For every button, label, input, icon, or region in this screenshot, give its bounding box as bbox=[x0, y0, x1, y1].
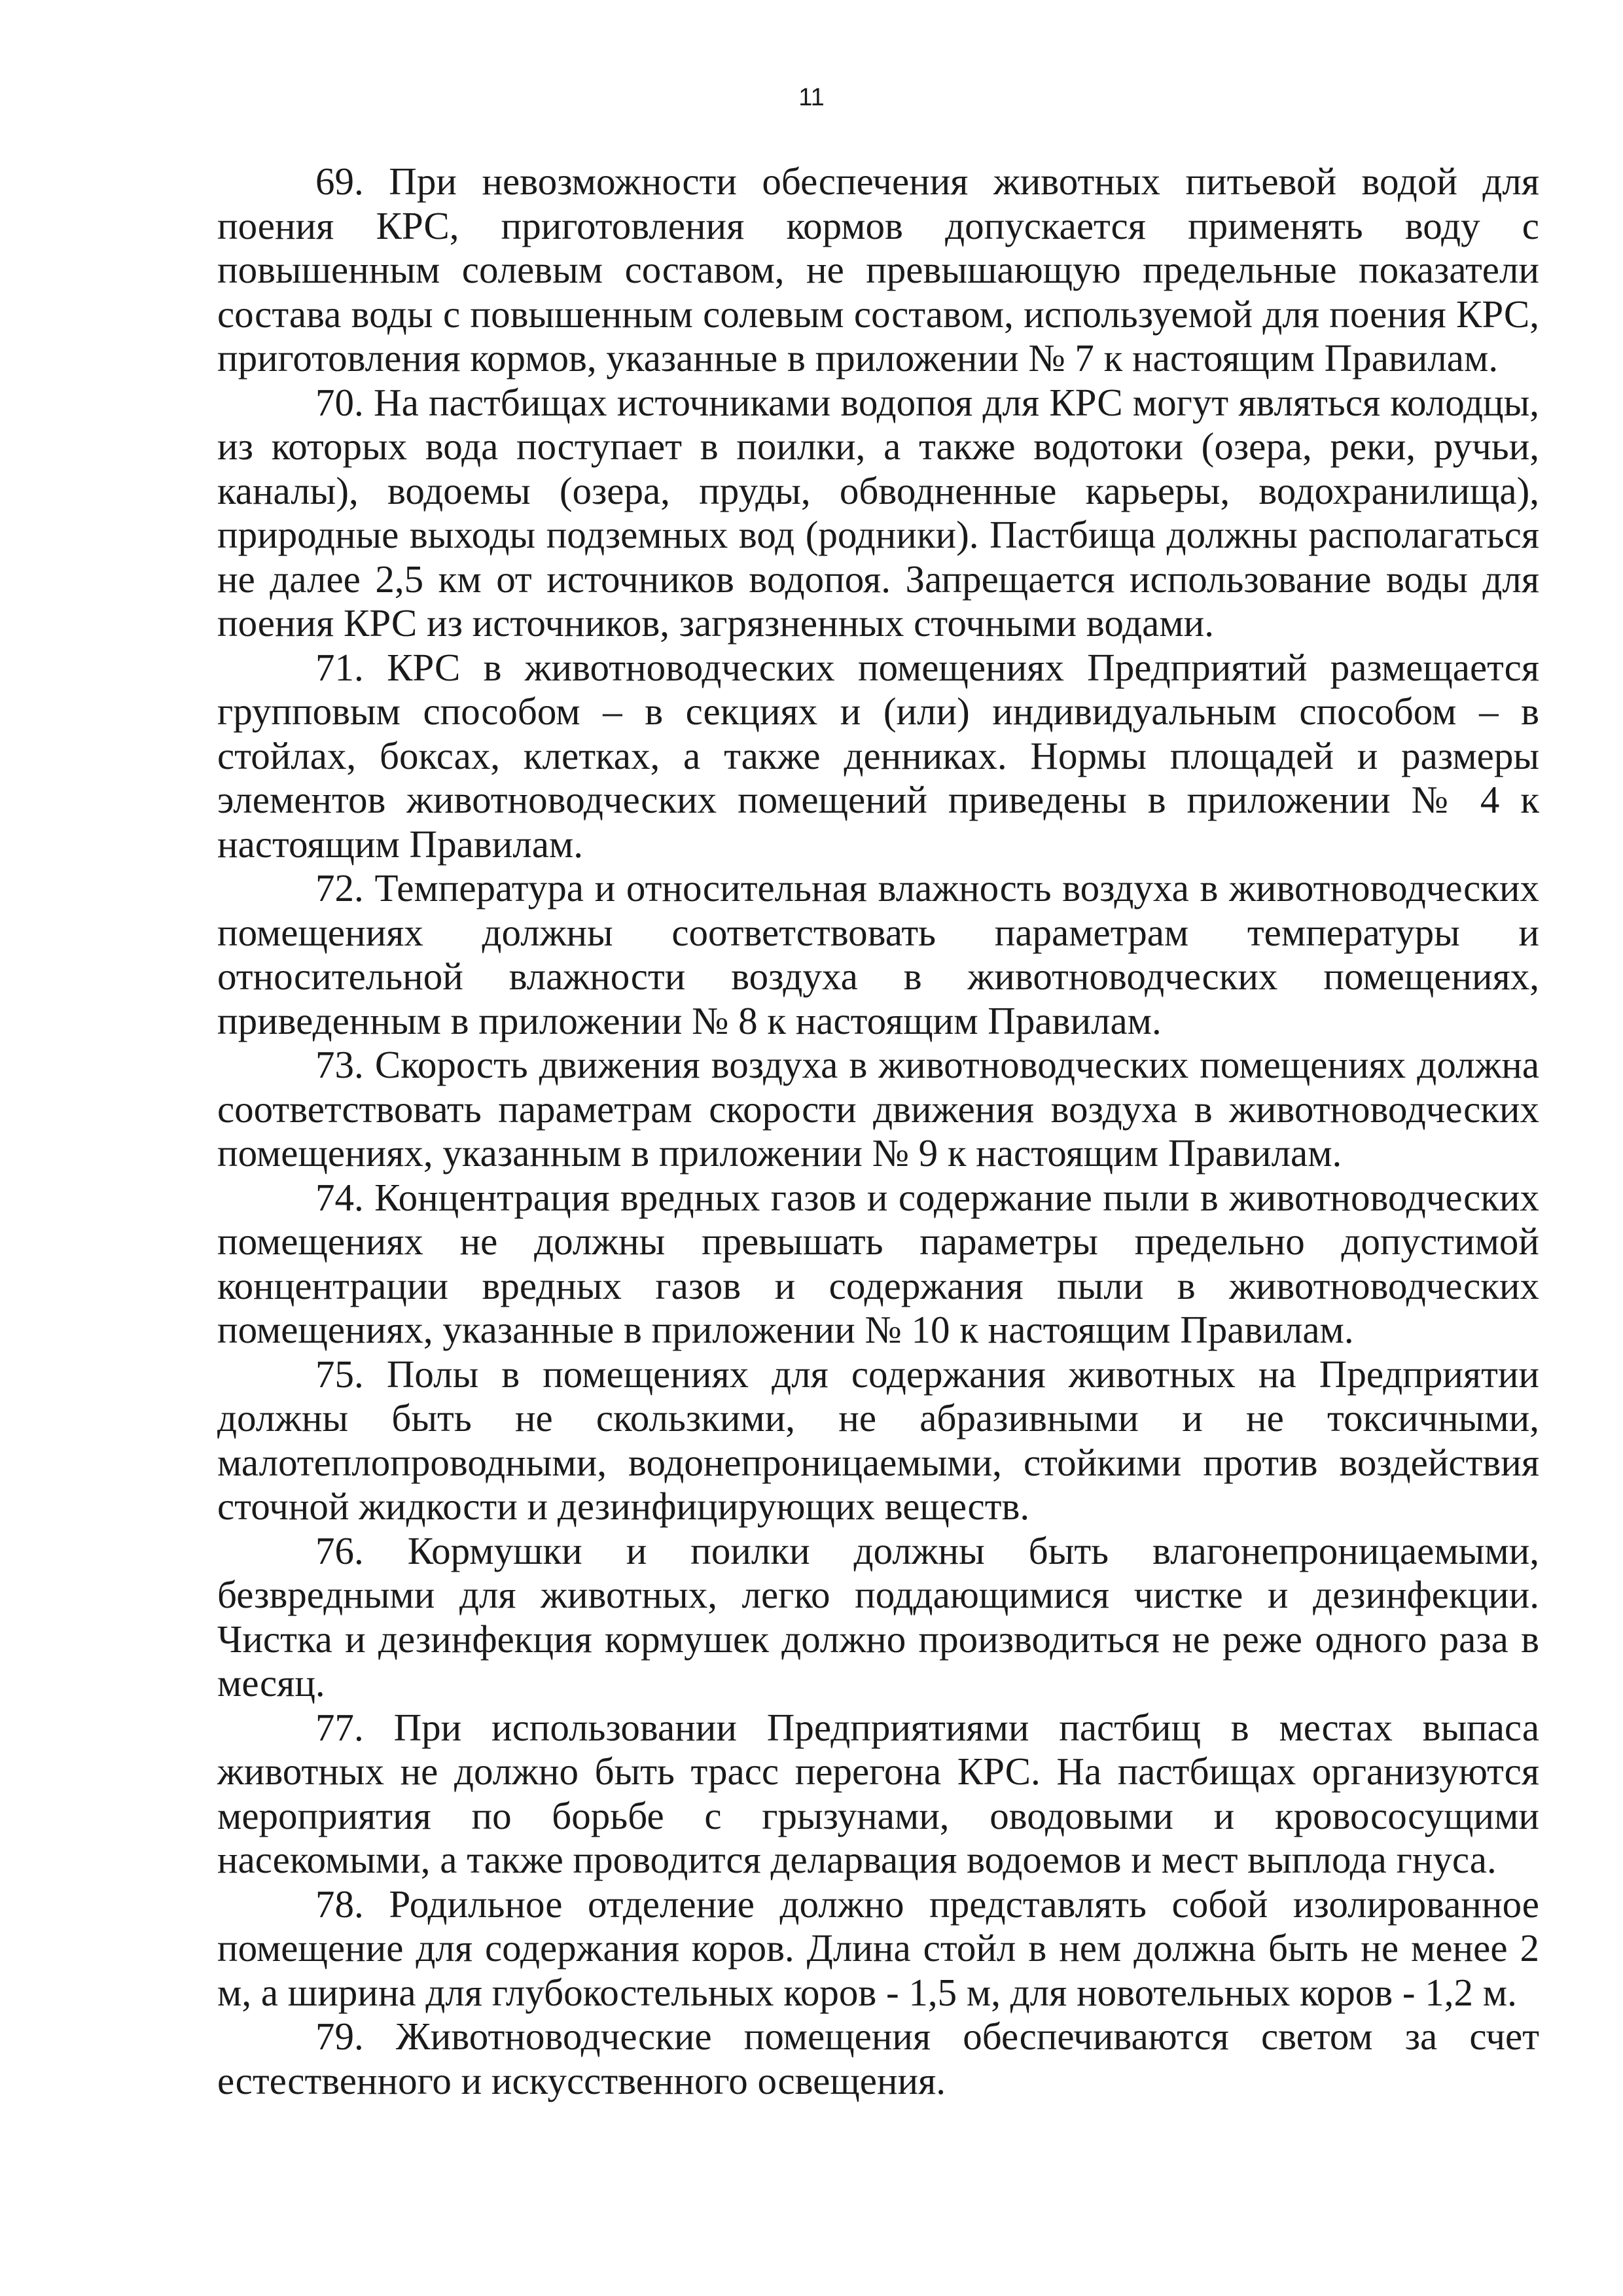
paragraph-75 bbox=[217, 1352, 1539, 1529]
paragraph-number: 77. bbox=[315, 1705, 364, 1749]
paragraph-79 bbox=[217, 2015, 1539, 2103]
paragraph-78 bbox=[217, 1882, 1539, 2015]
paragraph-text: Родильное отделение должно представлять собой изолированное помещение для содержания коров. Длина стойл в нем должна быть не менее 2 м, а ширина для глубокостельных коров - 1,5 м, для новотельных коров - 1,2 м. bbox=[217, 1882, 1539, 2014]
paragraph-70 bbox=[217, 381, 1539, 646]
paragraph-number: 72. bbox=[315, 866, 364, 910]
paragraph-text: Температура и относительная влажность воздуха в животноводческих помещениях должны соответствовать параметрам температуры и относительной влажности воздуха в животноводческих помещениях, приведенным в приложении № 8 к настоящим Правилам. bbox=[217, 866, 1540, 1042]
paragraph-69 bbox=[217, 160, 1539, 381]
paragraph-text: Полы в помещениях для содержания животных на Предприятии должны быть не скользкими, не абразивными и не токсичными, малотеплопроводными, водонепроницаемыми, стойкими против воздействия сточной жидкости и дезинфицирующих веществ. bbox=[217, 1352, 1539, 1528]
paragraph-text: При невозможности обеспечения животных питьевой водой для поения КРС, приготовления кормов допускается применять воду с повышенным солевым составом, не превышающую предельные показатели состава воды с повышенным солевым составом, используемой для поения КРС, приготовления кормов, указанные в приложении № 7 к настоящим Правилам. bbox=[217, 160, 1540, 380]
paragraph-number: 78. bbox=[315, 1882, 364, 1926]
paragraph-73 bbox=[217, 1043, 1539, 1176]
document-body bbox=[217, 160, 1539, 2103]
paragraph-71 bbox=[217, 646, 1539, 867]
paragraph-number: 79. bbox=[315, 2015, 364, 2058]
paragraph-number: 70. bbox=[315, 380, 364, 424]
paragraph-text: Скорость движения воздуха в животноводческих помещениях должна соответствовать параметрам скорости движения воздуха в животноводческих помещениях, указанным в приложении № 9 к настоящим Правилам. bbox=[217, 1043, 1540, 1174]
paragraph-number: 76. bbox=[315, 1528, 364, 1572]
paragraph-number: 69. bbox=[315, 160, 364, 203]
paragraph-text: КРС в животноводческих помещениях Предприятий размещается групповым способом – в секциях и (или) индивидуальным способом – в стойлах, боксах, клетках, а также денниках. Нормы площадей и размеры элементов животноводческих помещений приведены в приложении № 4 к настоящим Правилам. bbox=[217, 645, 1540, 866]
paragraph-77 bbox=[217, 1706, 1539, 1882]
page-number: 11 bbox=[798, 84, 825, 111]
paragraph-text: На пастбищах источниками водопоя для КРС могут являться колодцы, из которых вода поступает в поилки, а также водотоки (озера, реки, ручьи, каналы), водоемы (озера, пруды, обводненные карьеры, водохранилища), природные выходы подземных вод (родники). Пастбища должны располагаться не далее 2,5 км от источников водопоя. Запрещается использование воды для поения КРС из источников, загрязненных сточными водами. bbox=[217, 380, 1540, 645]
paragraph-74 bbox=[217, 1176, 1539, 1352]
paragraph-72 bbox=[217, 866, 1539, 1043]
paragraph-text: При использовании Предприятиями пастбищ в местах выпаса животных не должно быть трасс перегона КРС. На пастбищах организуются мероприятия по борьбе с грызунами, оводовыми и кровососущими насекомыми, а также проводится деларвация водоемов и мест выплода гнуса. bbox=[217, 1705, 1540, 1881]
paragraph-number: 73. bbox=[315, 1043, 364, 1086]
paragraph-number: 71. bbox=[315, 645, 364, 689]
paragraph-76 bbox=[217, 1529, 1539, 1706]
paragraph-text: Концентрация вредных газов и содержание пыли в животноводческих помещениях не должны превышать параметры предельно допустимой концентрации вредных газов и содержания пыли в животноводческих помещениях, указанные в приложении № 10 к настоящим Правилам. bbox=[217, 1175, 1539, 1351]
paragraph-number: 74. bbox=[315, 1175, 364, 1219]
paragraph-number: 75. bbox=[315, 1352, 364, 1396]
paragraph-text: Кормушки и поилки должны быть влагонепроницаемыми, безвредными для животных, легко поддающимися чистке и дезинфекции. Чистка и дезинфекция кормушек должно производиться не реже одного раза в месяц. bbox=[217, 1528, 1540, 1704]
paragraph-text: Животноводческие помещения обеспечиваются светом за счет естественного и искусственного освещения. bbox=[217, 2015, 1539, 2102]
